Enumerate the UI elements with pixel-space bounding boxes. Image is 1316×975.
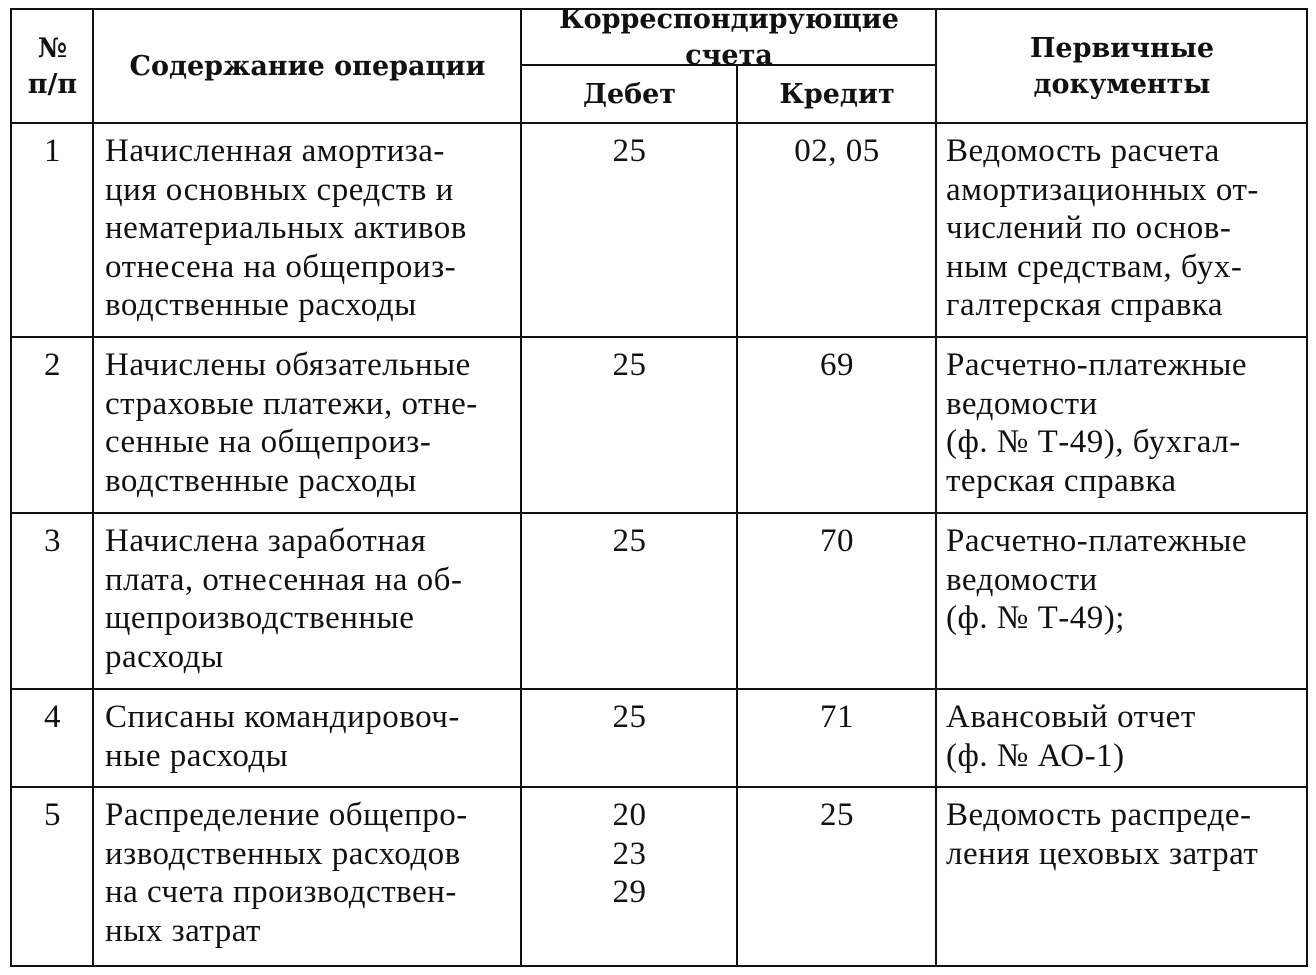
header-docs-line: Первичные	[1029, 32, 1215, 64]
row-2-debit	[522, 346, 737, 385]
content-line: водственные расходы	[105, 287, 417, 324]
docs-line: Ведомость распреде-	[946, 797, 1252, 833]
header-docs-line: документы	[1033, 68, 1211, 100]
header-debit: Дебет	[582, 78, 677, 110]
row-3-debit	[522, 522, 737, 561]
row-1-debit	[522, 132, 737, 171]
row-3-content	[105, 522, 517, 676]
header-num-line: №	[37, 32, 68, 64]
content-line: ция основных средств и	[105, 171, 454, 208]
docs-line: ления цеховых затрат	[946, 835, 1259, 872]
content-line: страховые платежи, отне-	[105, 385, 478, 422]
docs-line: (ф. № Т-49), бухгал-	[946, 424, 1241, 461]
content-line: Начислена заработная	[105, 523, 427, 559]
content-line: нематериальных активов	[105, 210, 467, 247]
content-line: изводственных расходов	[105, 835, 461, 872]
row-5-docs	[946, 796, 1306, 873]
header-credit: Кредит	[779, 78, 895, 110]
row-2-num: 2	[44, 347, 61, 383]
header-docs	[937, 10, 1307, 123]
header-accounts: Корреспондирующие счета	[559, 3, 899, 71]
docs-line: Авансовый отчет	[946, 699, 1196, 735]
docs-line: ным средствам, бух-	[946, 248, 1243, 285]
docs-line: Расчетно-платежные	[946, 523, 1248, 559]
content-line: плата, отнесенная на об-	[105, 561, 463, 598]
debit-value: 29	[612, 874, 647, 911]
row-5-num: 5	[44, 797, 61, 833]
header-num	[12, 10, 93, 123]
content-line: ных затрат	[105, 912, 261, 949]
header-content: Содержание операции	[129, 50, 486, 82]
row-4-docs	[946, 698, 1306, 775]
row-1-content	[105, 132, 517, 325]
debit-value: 25	[612, 347, 647, 383]
debit-value: 25	[612, 699, 647, 735]
docs-line: амортизационных от-	[946, 171, 1259, 208]
content-line: ные расходы	[105, 737, 289, 774]
content-line: Начислены обязательные	[105, 347, 471, 383]
row-5-content	[105, 796, 517, 950]
docs-line: Расчетно-платежные	[946, 347, 1248, 383]
header-num-line: п/п	[27, 68, 78, 100]
row-1-num: 1	[44, 133, 61, 169]
docs-line: ведомости	[946, 561, 1098, 598]
docs-line: ведомости	[946, 385, 1098, 422]
row-4-debit	[522, 698, 737, 737]
content-line: на счета производствен-	[105, 874, 457, 911]
content-line: водственные расходы	[105, 462, 417, 499]
debit-value: 23	[612, 835, 647, 872]
docs-line: (ф. № Т-49);	[946, 600, 1125, 637]
row-3-credit: 70	[820, 523, 854, 559]
docs-line: (ф. № АО-1)	[946, 737, 1125, 774]
docs-line: терская справка	[946, 462, 1177, 499]
docs-line: Ведомость расчета	[946, 133, 1220, 169]
content-line: сенные на общепроиз-	[105, 424, 432, 461]
debit-value: 25	[612, 133, 647, 169]
row-1-docs	[946, 132, 1306, 325]
content-line: Списаны командировоч-	[105, 699, 460, 735]
row-3-docs	[946, 522, 1306, 638]
row-5-debit	[522, 796, 737, 912]
content-line: расходы	[105, 638, 224, 675]
ledger-table	[10, 3, 1308, 968]
debit-value: 20	[612, 797, 647, 833]
row-5-credit: 25	[820, 797, 854, 833]
row-2-credit: 69	[820, 347, 854, 383]
row-1-credit: 02, 05	[794, 133, 880, 169]
row-2-docs	[946, 346, 1306, 500]
row-4-content	[105, 698, 517, 775]
content-line: Начисленная амортиза-	[105, 133, 445, 169]
row-4-num: 4	[44, 699, 61, 735]
row-4-credit: 71	[820, 699, 854, 735]
content-line: щепроизводственные	[105, 600, 415, 637]
docs-line: галтерская справка	[946, 287, 1223, 324]
debit-value: 25	[612, 523, 647, 559]
content-line: Распределение общепро-	[105, 797, 468, 833]
row-2-content	[105, 346, 517, 500]
content-line: отнесена на общепроиз-	[105, 248, 457, 285]
row-3-num: 3	[44, 523, 61, 559]
docs-line: числений по основ-	[946, 210, 1232, 247]
